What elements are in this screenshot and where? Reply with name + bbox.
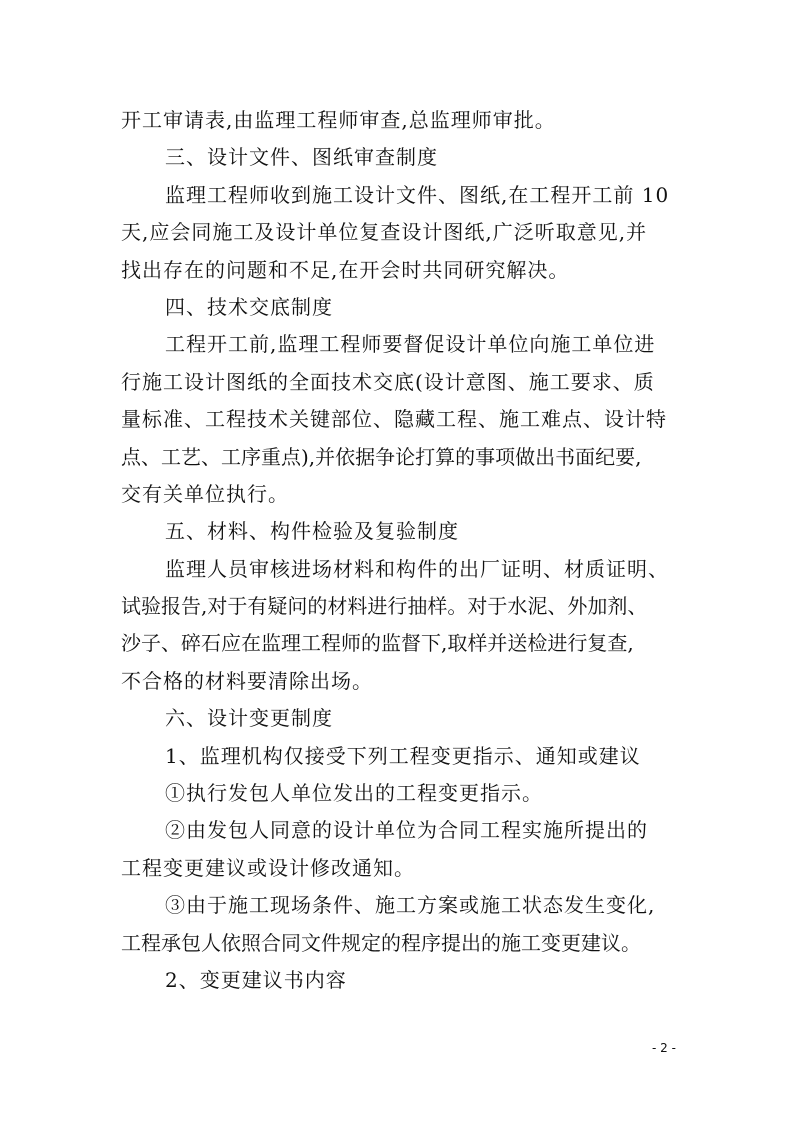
text-line: 量标准、工程技术关键部位、隐藏工程、施工难点、设计特 [121,407,667,432]
document-body [121,102,681,999]
list-item: ①执行发包人单位发出的工程变更指示。 [165,781,543,806]
text-line: 工程开工前,监理工程师要督促设计单位向施工单位进 [165,332,656,357]
section-heading: 三、设计文件、图纸审查制度 [165,145,438,170]
text-line: 点、工艺、工序重点),并依据争论打算的事项做出书面纪要, [121,444,642,469]
text-line: 交有关单位执行。 [121,481,289,506]
text-line: 不合格的材料要清除出场。 [121,668,373,693]
text-line: 沙子、碎石应在监理工程师的监督下,取样并送检进行复查, [121,631,634,656]
text-line: 开工审请表,由监理工程师审查,总监理师审批。 [121,108,556,132]
section-heading: 五、材料、构件检验及复验制度 [165,519,459,544]
text-line: 找出存在的问题和不足,在开会时共同研究解决。 [121,257,570,282]
text-line: 监理工程师收到施工设计文件、图纸,在工程开工前 10 [165,182,670,207]
text-line: 行施工设计图纸的全面技术交底(设计意图、施工要求、质 [121,369,655,394]
page-number: - 2 - [652,1041,676,1055]
text-line: 工程变更建议或设计修改通知。 [121,855,415,880]
list-item: ②由发包人同意的设计单位为合同工程实施所提出的 [165,818,648,843]
text-line: 监理人员审核进场材料和构件的出厂证明、材质证明、 [165,556,669,581]
text-line: 试验报告,对于有疑问的材料进行抽样。对于水泥、外加剂、 [121,594,648,619]
list-item: ③由于施工现场条件、施工方案或施工状态发生变化, [165,893,656,918]
section-heading: 六、设计变更制度 [165,706,333,731]
text-line: 天,应会同施工及设计单位复查设计图纸,广泛听取意见,并 [121,220,648,245]
section-heading: 四、技术交底制度 [165,294,333,319]
text-line: 2、变更建议书内容 [165,967,347,992]
text-line: 1、监理机构仅接受下列工程变更指示、通知或建议 [165,743,641,768]
text-line: 工程承包人依照合同文件规定的程序提出的施工变更建议。 [121,930,641,955]
